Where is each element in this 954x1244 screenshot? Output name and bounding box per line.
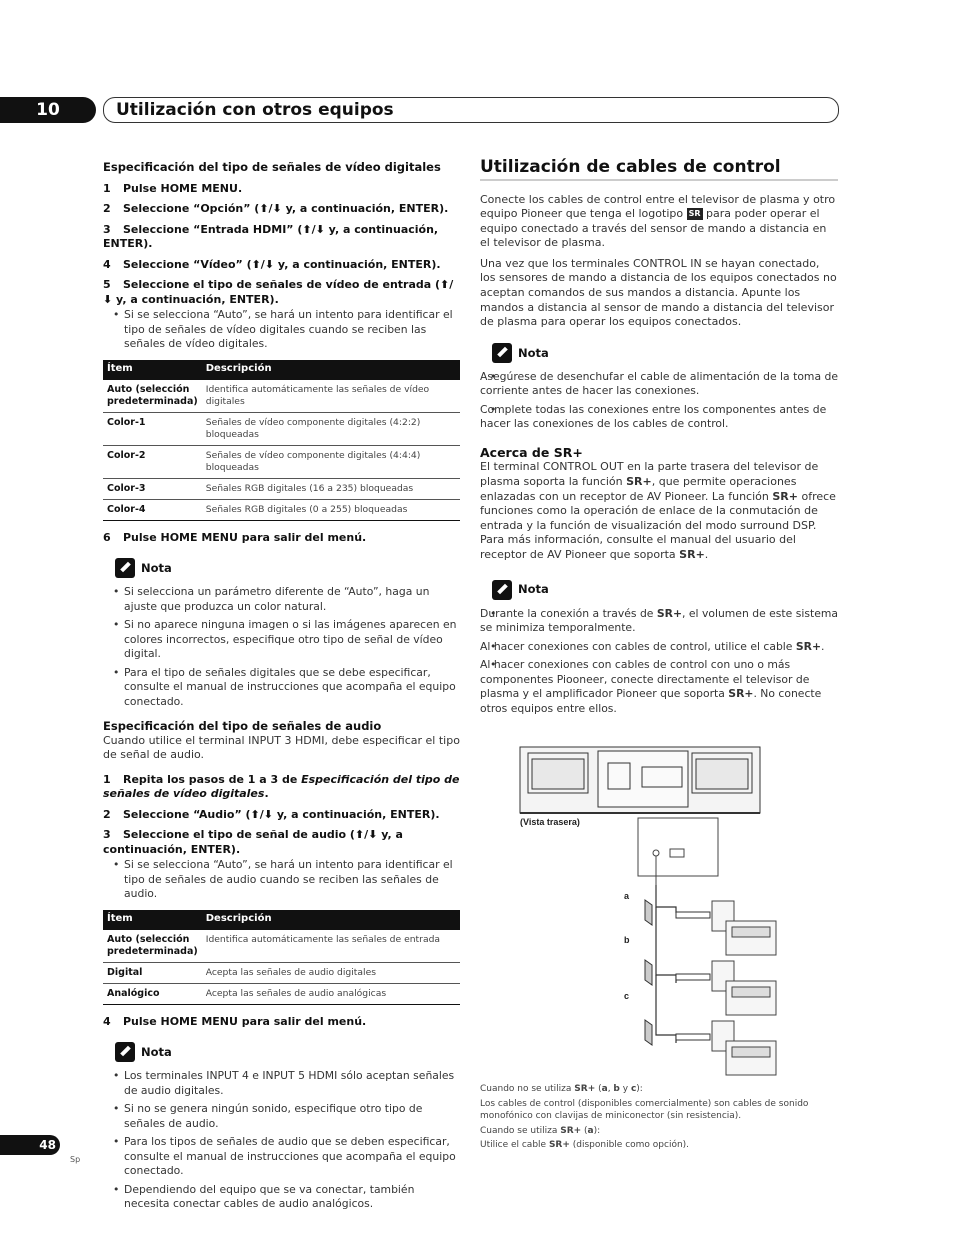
cable-connectors: [645, 900, 710, 1045]
note-item: • Al hacer conexiones con cables de control, utilice el cable SR+.: [480, 640, 838, 655]
section-title-control-cables: Utilización de cables de control: [480, 160, 838, 181]
table-row: Auto (selección predeterminada) Identifica automáticamente las señales de entrada: [103, 930, 460, 963]
section-title-video: Especificación del tipo de señales de vídeo digitales: [103, 160, 441, 174]
note-item: • Los terminales INPUT 4 e INPUT 5 HDMI sólo aceptan señales de audio digitales.: [103, 1069, 460, 1098]
table-row: Color-4 Señales RGB digitales (0 a 255) bloqueadas: [103, 499, 460, 520]
table-row: Auto (selección predeterminada) Identifica automáticamente las señales de vídeo digitales: [103, 380, 460, 413]
table-row: Color-2 Señales de vídeo componente digitales (4:4:4) bloqueadas: [103, 445, 460, 478]
label-b: b: [624, 935, 630, 945]
table-row: Analógico Acepta las señales de audio analógicas: [103, 983, 460, 1004]
bullet-audio-auto: • Si se selecciona “Auto”, se hará un intento para identificar el tipo de señales de audio cuando se reciben las señales de audio.: [103, 858, 460, 902]
audio-step-1: 1 Repita los pasos de 1 a 3 de Especificación del tipo de señales de vídeo digitales.: [103, 772, 460, 801]
note-item: • Al hacer conexiones con cables de control con uno o más componentes Piooneer, conecte directamente el televisor de plasma y el amplificador Pioneer que soporta SR+. No conecte otros equipos entre ellos.: [480, 658, 838, 716]
section-title-audio: Especificación del tipo de señales de audio: [103, 719, 382, 733]
caption-3: Cuando se utiliza SR+ (a):: [480, 1125, 601, 1136]
label-c: c: [624, 991, 630, 1001]
table-row: Digital Acepta las señales de audio digitales: [103, 962, 460, 983]
pencil-note-icon: [492, 580, 512, 600]
table-header-item: Ítem: [103, 910, 202, 930]
table-row: Color-3 Señales RGB digitales (16 a 235) bloqueadas: [103, 478, 460, 499]
right-column: [480, 157, 838, 720]
control-out-panel: [638, 818, 718, 885]
note-item: • Para el tipo de señales digitales que se debe especificar, consulte el manual de instrucciones que acompaña el equipo conectado.: [103, 666, 460, 710]
caption-2: Los cables de control (disponibles comercialmente) son cables de sonido monofónico con clavijas de miniconector (sin resistencia).: [480, 1098, 809, 1121]
caption-1: Cuando no se utiliza SR+ (a, b y c):: [480, 1084, 643, 1094]
diagram-captions: [480, 1083, 838, 1154]
table-header-item: Ítem: [103, 360, 202, 380]
note-item: • Si no aparece ninguna imagen o si las imágenes aparecen en colores incorrectos, especifique otro tipo de señal de vídeo digital.: [103, 618, 460, 662]
chapter-title: Utilización con otros equipos: [116, 100, 394, 120]
page-language: Sp: [70, 1155, 81, 1164]
step-4: 4 Seleccione “Vídeo” (⬆/⬇ y, a continuación, ENTER).: [103, 257, 441, 271]
left-column: [103, 160, 460, 1216]
section-title-sr: Acerca de SR+: [480, 444, 583, 460]
audio-signal-table: [103, 910, 460, 1005]
control-intro: Conecte los cables de control entre el televisor de plasma y otro equipo Pioneer que tenga el logotipo SR para poder operar el equipo conectado a través del sensor de mando a distancia en el televisor de plasma.: [480, 192, 836, 250]
video-signal-table: [103, 360, 460, 521]
connection-diagram: [480, 745, 780, 1080]
rear-view-label: (Vista trasera): [520, 817, 580, 827]
step-1: 1 Pulse HOME MENU.: [103, 181, 243, 195]
table-header-description: Descripción: [202, 360, 460, 380]
pencil-note-icon: [115, 1042, 135, 1062]
audio-step-3: 3 Seleccione el tipo de señal de audio (⬆/⬇ y, a continuación, ENTER).: [103, 828, 403, 856]
component-c: [712, 1021, 776, 1075]
component-a: [712, 901, 776, 955]
table-header-description: Descripción: [202, 910, 460, 930]
note-header: Nota: [115, 557, 460, 579]
step-5: 5 Seleccione el tipo de señales de vídeo de entrada (⬆/⬇ y, a continuación, ENTER).: [103, 278, 454, 306]
step-2: 2 Seleccione “Opción” (⬆/⬇ y, a continuación, ENTER).: [103, 202, 449, 215]
chapter-number: 10: [0, 97, 96, 123]
plasma-tv-rear: [520, 747, 760, 813]
note-header: Nota: [115, 1041, 460, 1063]
component-b: [712, 961, 776, 1015]
label-a: a: [624, 891, 630, 901]
table-row: Color-1 Señales de vídeo componente digitales (4:2:2) bloqueadas: [103, 412, 460, 445]
bullet-video-auto: • Si se selecciona “Auto”, se hará un intento para identificar el tipo de señales de vídeo digitales cuando se reciben las señales de vídeo digitales.: [103, 308, 460, 352]
note-header: Nota: [492, 342, 838, 364]
note-item: • Para los tipos de señales de audio que se deben especificar, consulte el manual de instrucciones que acompaña el equipo conectado.: [103, 1135, 460, 1179]
note-header: Nota: [492, 579, 838, 601]
note-item: • Si no se genera ningún sonido, especifique otro tipo de señales de audio.: [103, 1102, 460, 1131]
sr-logo-icon: SR: [688, 209, 701, 219]
note-item: • Complete todas las conexiones entre los componentes antes de hacer las conexiones de los cables de control.: [480, 403, 838, 432]
audio-intro: Cuando utilice el terminal INPUT 3 HDMI, debe especificar el tipo de señal de audio.: [103, 733, 460, 762]
control-cables: [656, 885, 676, 1043]
step-3: 3 Seleccione “Entrada HDMI” (⬆/⬇ y, a continuación, ENTER).: [103, 222, 439, 250]
note-item: • Asegúrese de desenchufar el cable de alimentación de la toma de corriente antes de hacer las conexiones.: [480, 370, 838, 399]
note-item: • Dependiendo del equipo que se va conectar, también necesita conectar cables de audio analógicos.: [103, 1183, 460, 1212]
pencil-note-icon: [115, 558, 135, 578]
page-number: 48: [0, 1135, 60, 1155]
note-item: • Durante la conexión a través de SR+, el volumen de este sistema se minimiza temporalmente.: [480, 607, 838, 636]
caption-4: Utilice el cable SR+ (disponible como opción).: [480, 1140, 690, 1150]
control-paragraph: Una vez que los terminales CONTROL IN se hayan conectado, los sensores de mando a distancia de los equipos conectados no aceptan comandos de sus mandos a distancia. Apunte los mandos a distancia al sensor de mando a distancia del televisor de plasma para operar los equipos conectados.: [480, 256, 837, 329]
audio-step-2: 2 Seleccione “Audio” (⬆/⬇ y, a continuación, ENTER).: [103, 807, 440, 821]
sr-paragraph: El terminal CONTROL OUT en la parte trasera del televisor de plasma soporta la función SR+, que permite operaciones enlazadas con un receptor de AV Pioneer. La función SR+ ofrece funciones como la operación de enlace de la conmutación de entrada y la función de visualización del modo surround DSP. Para más información, consulte el manual del usuario del receptor de AV Pioneer que soporta SR+.: [480, 460, 836, 561]
step-6: 6 Pulse HOME MENU para salir del menú.: [103, 530, 367, 544]
pencil-note-icon: [492, 343, 512, 363]
note-item: • Si selecciona un parámetro diferente de “Auto”, haga un ajuste que produzca un color natural.: [103, 585, 460, 614]
audio-step-4: 4 Pulse HOME MENU para salir del menú.: [103, 1014, 367, 1028]
